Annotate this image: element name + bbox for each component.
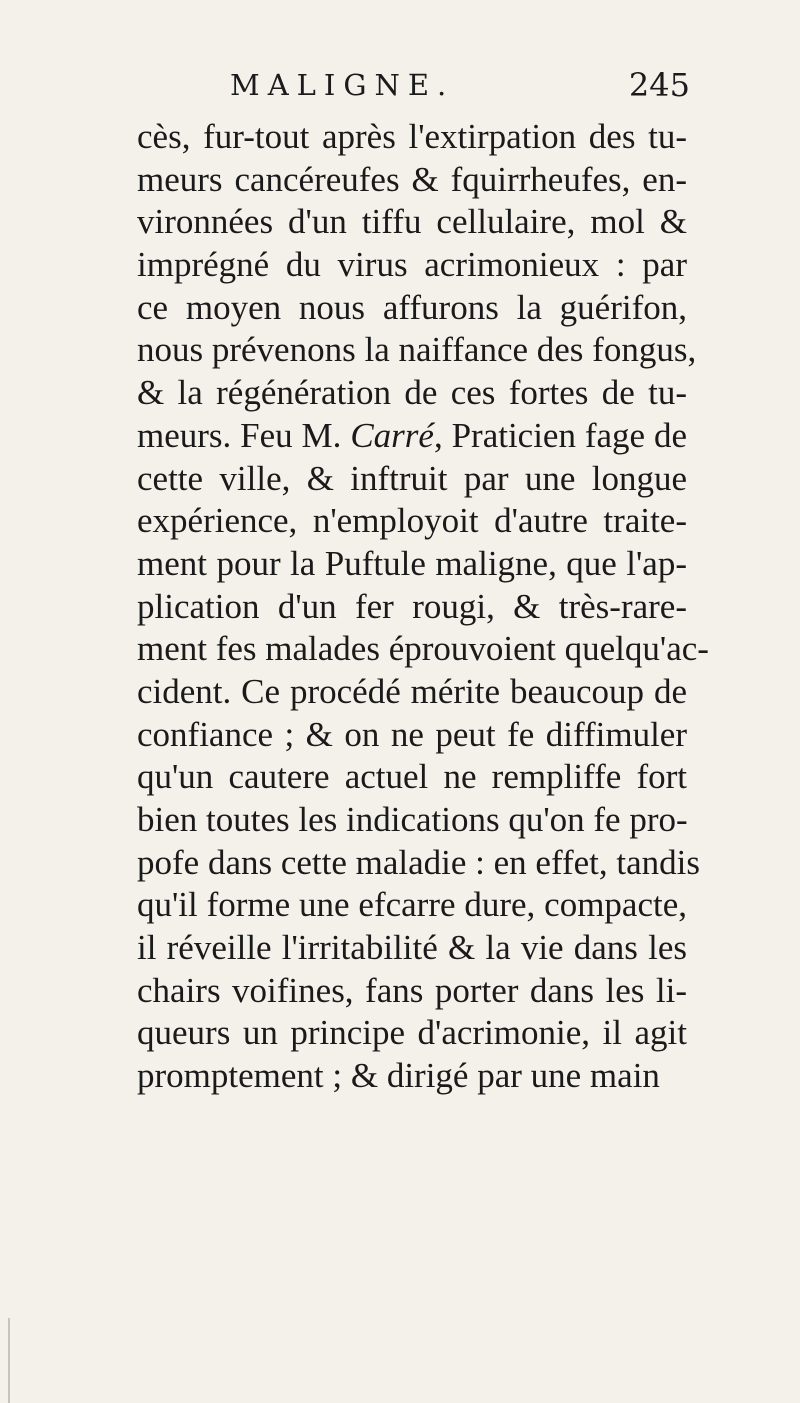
- page-header: [230, 68, 690, 112]
- text-line: pofe dans cette maladie : en effet, tandis: [137, 842, 701, 882]
- text-line: chairs voifines, fans porter dans les li-: [137, 970, 687, 1010]
- text-line: qu'un cautere actuel ne rempliffe fort: [137, 757, 687, 797]
- text-line: cident. Ce procédé mérite beaucoup de: [137, 671, 687, 711]
- text-line: queurs un principe d'acrimonie, il agit: [137, 1013, 687, 1053]
- italic-name: Carré: [350, 415, 434, 455]
- text-line: nous prévenons la naiffance des fongus,: [137, 330, 697, 370]
- text-line: promptement ; & dirigé par une main: [137, 1056, 660, 1096]
- text-line: il réveille l'irritabilité & la vie dans les: [137, 928, 687, 968]
- text-line: ment fes malades éprouvoient quelqu'ac-: [137, 629, 709, 669]
- text-line: ment pour la Puftule maligne, que l'ap-: [137, 543, 687, 583]
- text-segment: meurs. Feu M.: [137, 415, 351, 455]
- text-line: ce moyen nous affurons la guérifon,: [137, 287, 687, 327]
- text-line: expérience, n'employoit d'autre traite-: [137, 501, 687, 541]
- text-line-with-name: [137, 415, 687, 458]
- text-line: confiance ; & on ne peut fe diffimuler: [137, 714, 687, 754]
- body-text: [137, 116, 709, 1098]
- page-edge-mark: [8, 1318, 10, 1403]
- text-line: & la régénération de ces fortes de tu-: [137, 373, 687, 413]
- running-title: MALIGNE.: [230, 68, 455, 102]
- page-number: 245: [628, 66, 690, 104]
- text-line: cès, fur-tout après l'extirpation des tu-: [137, 117, 687, 156]
- text-line: vironnées d'un tiffu cellulaire, mol &: [137, 202, 687, 242]
- text-line: bien toutes les indications qu'on fe pro-: [137, 800, 688, 839]
- text-segment: , Praticien fage de: [433, 415, 688, 455]
- text-line: cette ville, & inftruit par une longue: [137, 458, 687, 498]
- text-line: imprégné du virus acrimonieux : par: [137, 245, 687, 285]
- text-line: qu'il forme une efcarre dure, compacte,: [137, 885, 687, 925]
- text-line: plication d'un fer rougi, & très-rare-: [137, 586, 687, 626]
- text-line: meurs cancéreufes & fquirrheufes, en-: [137, 159, 687, 199]
